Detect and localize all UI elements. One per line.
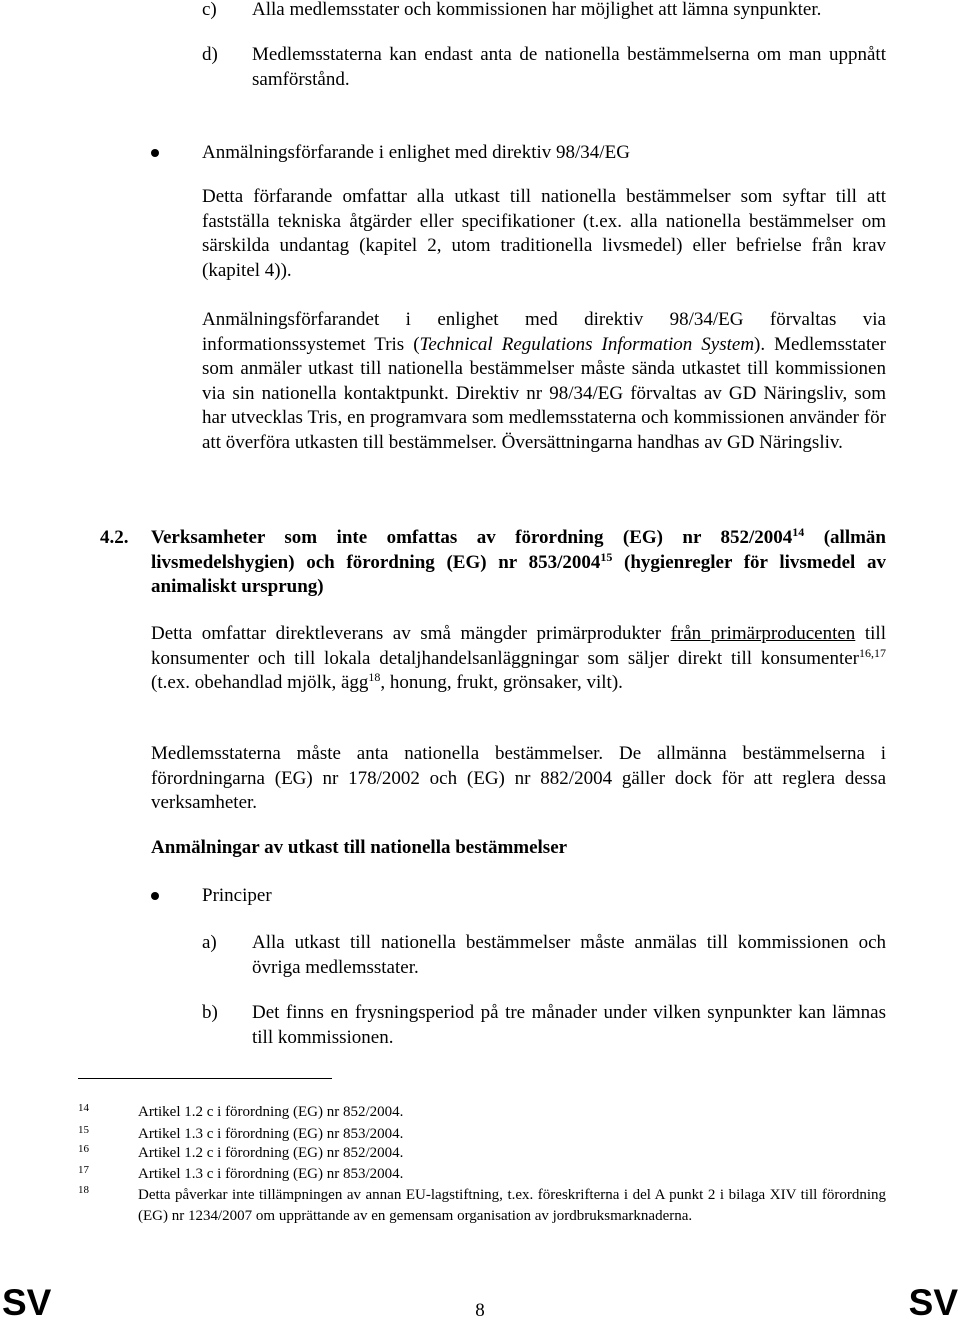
footnote-number: 15 — [78, 1124, 89, 1136]
list-item-a-text: Alla utkast till nationella bestämmelser måste anmälas till kommissionen och övriga medlemsstater. — [252, 932, 886, 978]
footer-language-right: SV — [908, 1282, 958, 1323]
paragraph-direct-supply-text-4: , honung, frukt, grönsaker, vilt). — [380, 672, 623, 693]
paragraph-tris-italic: Technical Regulations Information System — [419, 333, 755, 355]
footnote-text: Artikel 1.2 c i förordning (EG) nr 852/2004. — [138, 1104, 404, 1120]
list-item-b-text: Det finns en frysningsperiod på tre månader under vilken synpunkter kan lämnas till kommissionen. — [252, 1002, 886, 1048]
footnote-text: Artikel 1.2 c i förordning (EG) nr 852/2004. — [138, 1145, 404, 1161]
footnote-number: 14 — [78, 1102, 89, 1114]
bullet-icon — [151, 149, 159, 157]
section-heading — [151, 526, 886, 600]
footnote-number: 16 — [78, 1143, 89, 1155]
footnote-separator — [78, 1078, 332, 1079]
list-item-b-label: b) — [202, 1002, 218, 1023]
footnote-number: 18 — [78, 1184, 89, 1196]
paragraph-direct-supply-text-3: (t.ex. obehandlad mjölk, ägg — [151, 672, 369, 693]
paragraph-tris-text-1: Anmälningsförfarandet i enlighet med direktiv 98/34/EG förvaltas via informationssystemet Tris ( — [202, 309, 886, 355]
footnote-ref-16-17: 16,17 — [859, 645, 886, 660]
footnote-text: Detta påverkar inte tillämpningen av annan EU-lagstiftning, t.ex. föreskrifterna i del A punkt 2 i bilaga XIV till förordning (EG) nr 1234/2007 om upprättande av en gemensam organisation av jordbruksmarknaderna. — [138, 1187, 886, 1224]
list-item-c-text: Alla medlemsstater och kommissionen har möjlighet att lämna synpunkter. — [252, 0, 822, 20]
paragraph-direct-supply-text-2: till konsumenter och till lokala detaljhandelsanläggningar som säljer direkt till konsumenter — [151, 623, 886, 669]
section-heading-text-2: (allmän livsmedelshygien) och förordning (EG) nr 853/2004 — [151, 527, 887, 573]
page-number: 8 — [475, 1300, 485, 1321]
footnote-ref-15: 15 — [600, 549, 613, 564]
paragraph-direct-supply-underlined: från primärproducenten — [670, 623, 856, 644]
list-item-d-label: d) — [202, 44, 218, 65]
paragraph-tris-text-2: ). Medlemsstater som anmäler utkast till nationella bestämmelser måste sända utkastet till kommissionen via sin nationella kontaktpunkt. Direktiv nr 98/34/EG förvaltas av GD Näringsliv, som har utvecklas Tris, en programvara som medlemsstaterna och kommissionen använder för att överföra utkasten till bestämmelser. Översättningarna handhas av GD Näringsliv. — [202, 333, 886, 453]
paragraph-member-states: Medlemsstaterna måste anta nationella bestämmelser. De allmänna bestämmelserna i förordningarna (EG) nr 178/2002 och (EG) nr 882/2004 gäller dock för att reglera dessa verksamheter. — [151, 743, 886, 813]
list-item-d-text: Medlemsstaterna kan endast anta de nationella bestämmelserna om man uppnått samförstånd. — [252, 44, 886, 90]
list-item-c-label: c) — [202, 0, 217, 20]
footnote-ref-18: 18 — [368, 670, 381, 684]
paragraph-direct-supply — [151, 622, 886, 696]
footnote-text: Artikel 1.3 c i förordning (EG) nr 853/2004. — [138, 1126, 404, 1142]
subheading-notifications: Anmälningar av utkast till nationella bestämmelser — [151, 837, 568, 858]
section-bullet-title: Anmälningsförfarande i enlighet med direktiv 98/34/EG — [202, 142, 630, 163]
footnote-number: 17 — [78, 1164, 89, 1176]
footnote-ref-14: 14 — [792, 525, 805, 539]
section-heading-text-3: (hygienregler för livsmedel av animaliskt ursprung) — [151, 551, 887, 597]
paragraph-direct-supply-text-1: Detta omfattar direktleverans av små mängder primärprodukter — [151, 623, 671, 644]
footnote-text: Artikel 1.3 c i förordning (EG) nr 853/2004. — [138, 1166, 404, 1182]
section-number: 4.2. — [100, 527, 129, 548]
footer-language-left: SV — [2, 1282, 52, 1323]
section-heading-text-1: Verksamheter som inte omfattas av förordning (EG) nr 852/2004 — [151, 527, 793, 548]
list-item-a-label: a) — [202, 932, 217, 953]
paragraph-procedure-scope: Detta förfarande omfattar alla utkast till nationella bestämmelser som syftar till att fastställa tekniska åtgärder eller specifikationer (t.ex. alla nationella bestämmelser om särskilda undantag (kapitel 2, utom traditionella livsmedel) eller befrielse från krav (kapitel 4)). — [202, 186, 886, 281]
bullet-icon — [151, 892, 159, 900]
paragraph-tris — [202, 308, 886, 455]
bullet-principles: Principer — [202, 885, 272, 906]
